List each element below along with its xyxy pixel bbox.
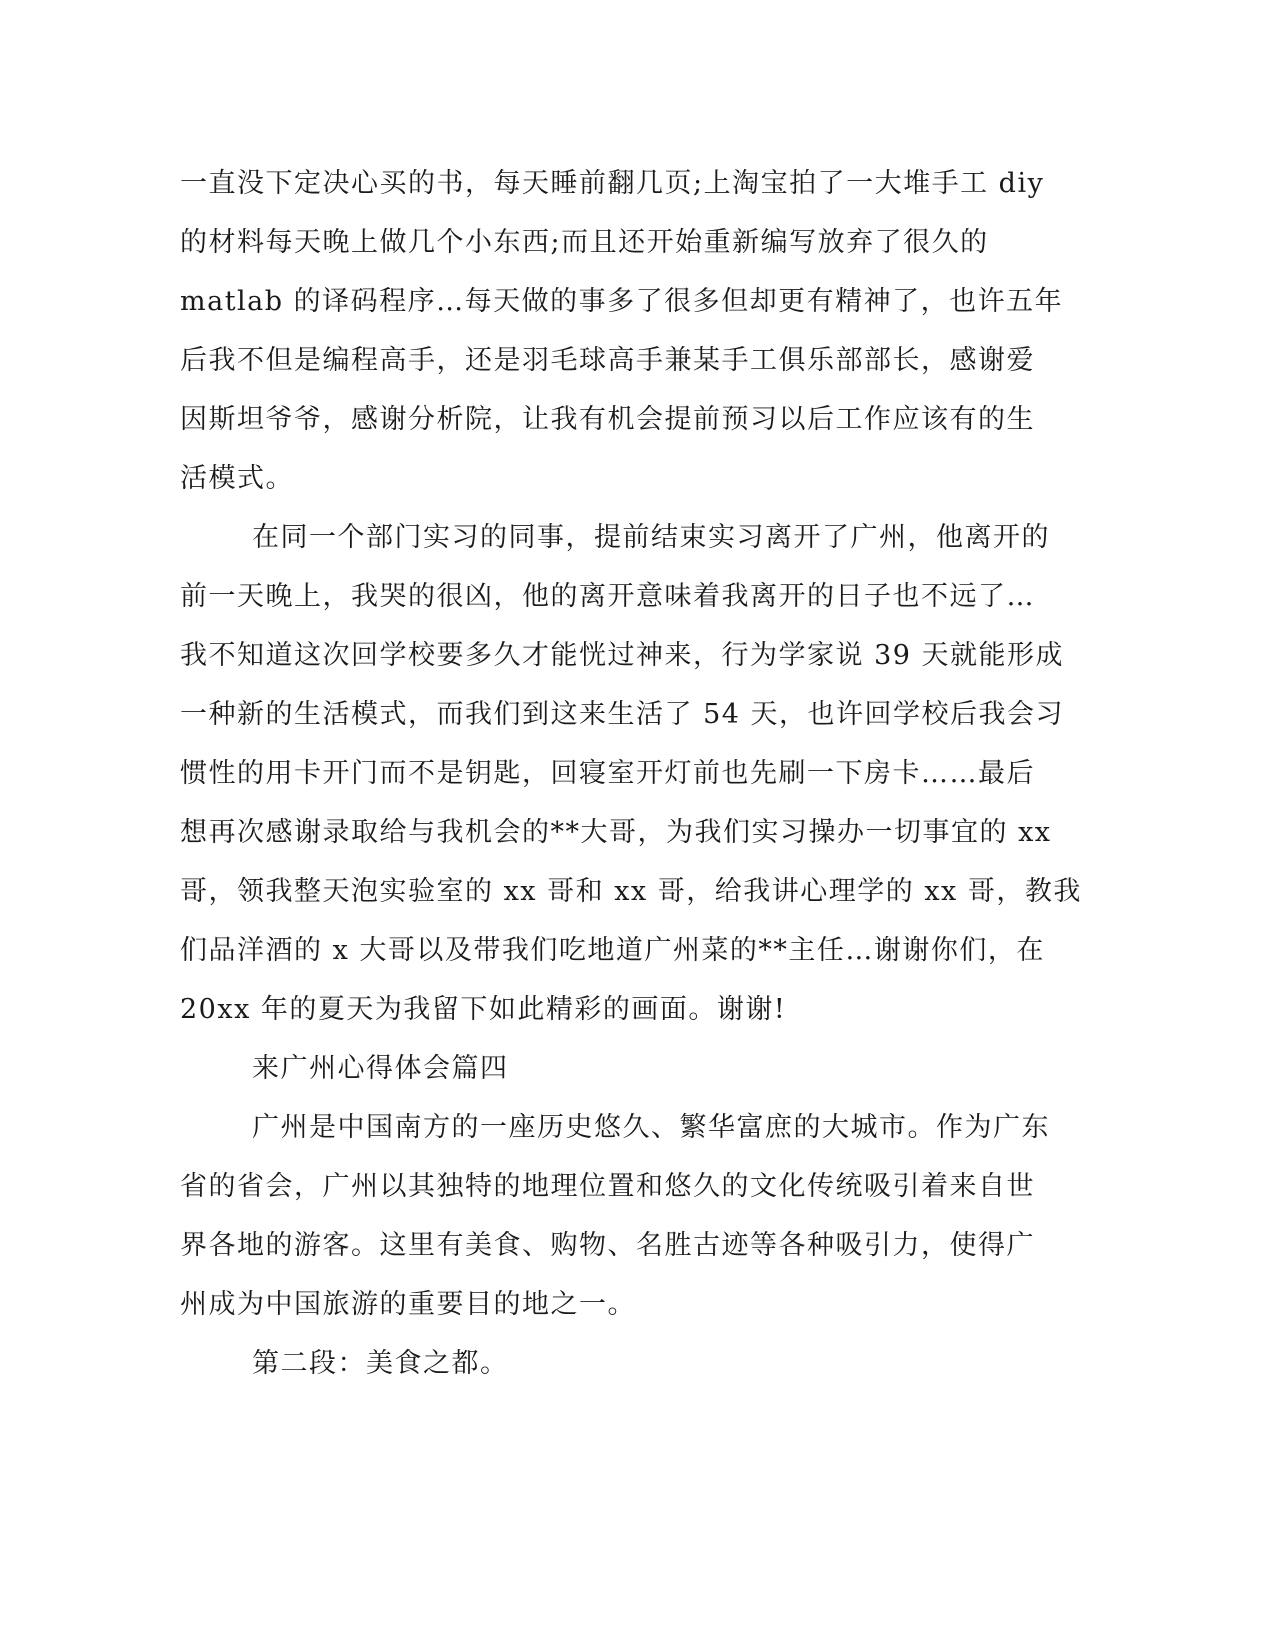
paragraph-line: 一种新的生活模式，而我们到这来生活了 54 天，也许回学校后我会习 xyxy=(180,699,1065,730)
paragraph-1 xyxy=(180,154,1064,508)
paragraph-2 xyxy=(180,508,1082,1039)
paragraph-line: 想再次感谢录取给与我机会的**大哥，为我们实习操办一切事宜的 xx xyxy=(180,817,1052,848)
paragraph-line: 20xx 年的夏天为我留下如此精彩的画面。谢谢! xyxy=(180,994,787,1025)
paragraph-line: 在同一个部门实习的同事，提前结束实习离开了广州，他离开的 xyxy=(252,522,1050,553)
section-heading-text: 来广州心得体会篇四 xyxy=(252,1053,509,1084)
paragraph-line: 活模式。 xyxy=(180,463,294,494)
paragraph-line: 前一天晚上，我哭的很凶，他的离开意味着我离开的日子也不远了… xyxy=(180,581,1035,612)
paragraph-line: 州成为中国旅游的重要目的地之一。 xyxy=(180,1289,636,1320)
paragraph-line: 界各地的游客。这里有美食、购物、名胜古迹等各种吸引力，使得广 xyxy=(180,1230,1035,1261)
paragraph-line: 惯性的用卡开门而不是钥匙，回寝室开灯前也先刷一下房卡……最后 xyxy=(180,758,1035,789)
subsection-heading-text: 第二段：美食之都。 xyxy=(252,1348,509,1379)
paragraph-line: 们品洋酒的 x 大哥以及带我们吃地道广州菜的**主任…谢谢你们，在 xyxy=(180,935,1045,966)
subsection-heading xyxy=(180,1334,1046,1393)
paragraph-line: matlab 的译码程序…每天做的事多了很多但却更有精神了，也许五年 xyxy=(180,286,1064,317)
paragraph-line: 的材料每天晚上做几个小东西;而且还开始重新编写放弃了很久的 xyxy=(180,227,989,258)
paragraph-line: 省的省会，广州以其独特的地理位置和悠久的文化传统吸引着来自世 xyxy=(180,1171,1035,1202)
paragraph-line: 我不知道这次回学校要多久才能恍过神来，行为学家说 39 天就能形成 xyxy=(180,640,1065,671)
section-heading xyxy=(180,1039,1046,1098)
paragraph-line: 广州是中国南方的一座历史悠久、繁华富庶的大城市。作为广东 xyxy=(252,1112,1050,1143)
paragraph-line: 一直没下定决心买的书，每天睡前翻几页;上淘宝拍了一大堆手工 diy xyxy=(180,168,1045,199)
paragraph-3 xyxy=(180,1098,1050,1334)
paragraph-line: 因斯坦爷爷，感谢分析院，让我有机会提前预习以后工作应该有的生 xyxy=(180,404,1035,435)
document-body xyxy=(180,154,1082,1393)
paragraph-line: 哥，领我整天泡实验室的 xx 哥和 xx 哥，给我讲心理学的 xx 哥，教我 xyxy=(180,876,1082,907)
paragraph-line: 后我不但是编程高手，还是羽毛球高手兼某手工俱乐部部长，感谢爱 xyxy=(180,345,1035,376)
